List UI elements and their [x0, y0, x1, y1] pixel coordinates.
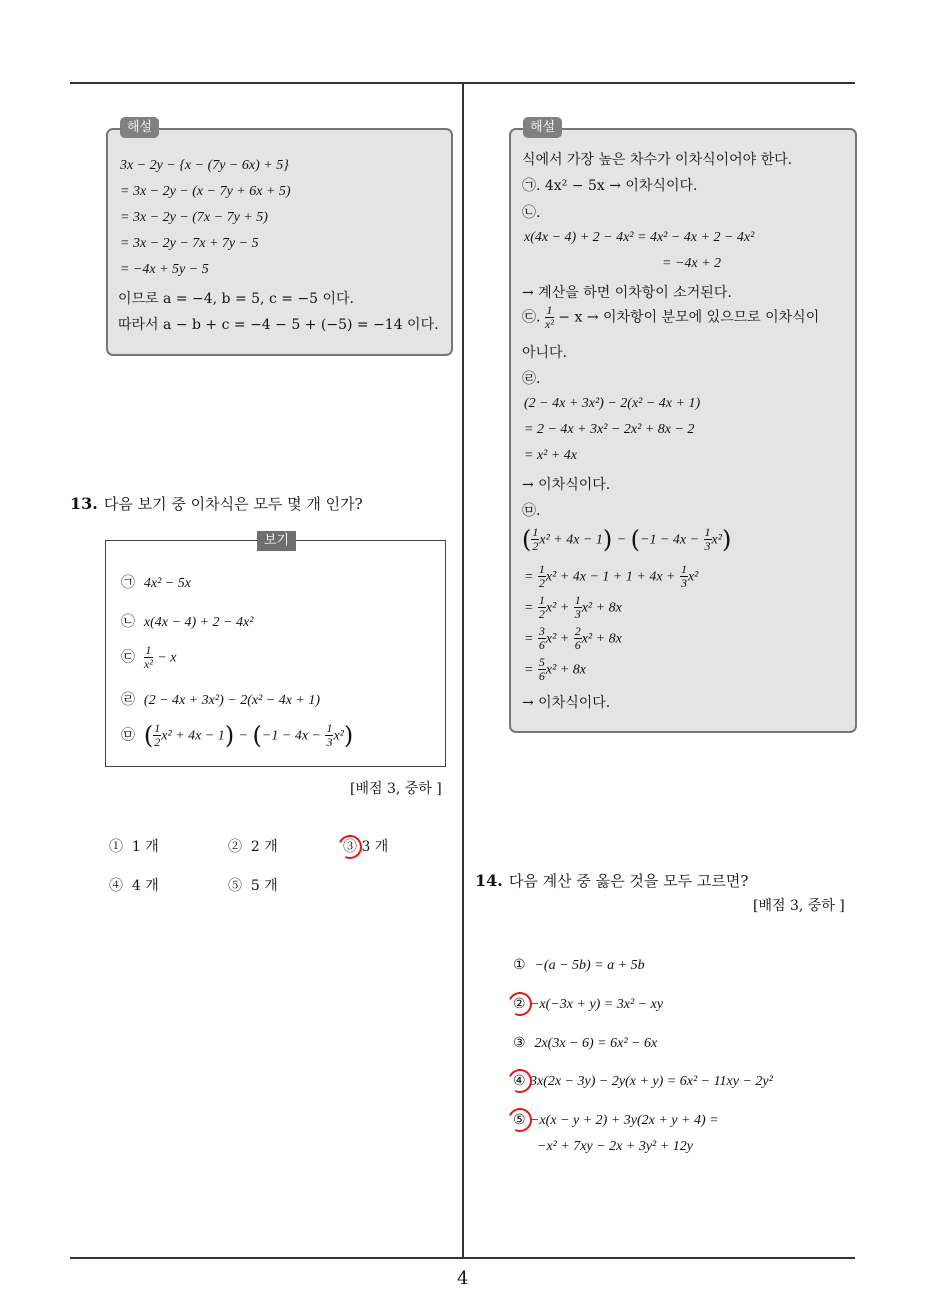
solution-line: 이므로 a = −4, b = 5, c = −5 이다. [118, 291, 354, 307]
solution-line: → 이차식이다. [522, 695, 611, 711]
answer-circle-mark [335, 832, 366, 863]
solution-line: = 3x − 2y − 7x + 7y − 5 [120, 236, 259, 251]
solution-line: = 3x − 2y − (7x − 7y + 5) [120, 210, 268, 225]
bogi-item: ㉢ $\frac{1}{\text{x²}}$ − x [121, 643, 177, 671]
bogi-item: ㉤ ( $\frac{1}{2}$ x² + 4x − 1) − (−1 − 4x − $\frac{1}{3}$ x²) [121, 721, 354, 750]
choice-4[interactable]: ④ 4 개 [109, 878, 159, 894]
bogi-item: ㉡ x(4x − 4) + 2 − 4x² [121, 614, 254, 630]
choice-1[interactable]: ① 1 개 [109, 839, 159, 855]
choice-5-continuation: −x² + 7xy − 2x + 3y² + 12y [537, 1139, 693, 1154]
solution-tag: 해설 [120, 117, 159, 138]
solution-line: ㉡. [522, 205, 541, 221]
choice-4[interactable]: ④ 3x(2x − 3y) − 2y(x + y) = 6x² − 11xy − 2y² [513, 1073, 773, 1089]
bogi-item: ㉣ (2 − 4x + 3x²) − 2(x² − 4x + 1) [121, 692, 321, 708]
solution-line: ㉢. $\frac{1}{\text{x²}}$ − x → 이차항이 분모에 있으므로 이차식이 [522, 303, 820, 331]
question-number: 14. [475, 871, 503, 890]
solution-line: 아니다. [522, 345, 568, 361]
question-text: 다음 계산 중 옳은 것을 모두 고르면? [508, 872, 749, 890]
bogi-item: ㉠ 4x² − 5x [121, 575, 191, 591]
solution-line: 3x − 2y − {x − (7y − 6x) + 5} [120, 158, 289, 173]
choice-3[interactable]: ③ 3 개 [343, 839, 389, 855]
solution-line: 따라서 a − b + c = −4 − 5 + (−5) = −14 이다. [118, 317, 439, 333]
solution-line: ㉠. 4x² − 5x → 이차식이다. [522, 178, 698, 194]
solution-line: = $\frac{1}{2}$ x² + 4x − 1 + 1 + 4x + $\frac{1}{3}$ x² [524, 562, 699, 590]
question-number: 13. [70, 494, 98, 513]
score-label: [배점 3, 중하 ] [753, 898, 845, 914]
solution-line: = 2 − 4x + 3x² − 2x² + 8x − 2 [524, 422, 695, 437]
question-13-title [70, 493, 363, 514]
solution-line: → 이차식이다. [522, 477, 611, 493]
solution-line: ( $\frac{1}{2}$ x² + 4x − 1) − (−1 − 4x − $\frac{1}{3}$ x²) [522, 525, 732, 554]
choice-2[interactable]: ② −x(−3x + y) = 3x² − xy [513, 996, 664, 1012]
solution-line: = −4x + 2 [662, 256, 722, 271]
question-14-title [475, 870, 748, 891]
choice-1[interactable]: ① −(a − 5b) = a + 5b [513, 957, 645, 973]
choice-3[interactable]: ③ 2x(3x − 6) = 6x² − 6x [513, 1035, 658, 1051]
solution-line: = $\frac{1}{2}$ x² + $\frac{1}{3}$ x² + 8x [524, 593, 622, 621]
solution-line: = x² + 4x [524, 448, 578, 463]
page-number: 4 [457, 1268, 469, 1289]
solution-line: = 3x − 2y − (x − 7y + 6x + 5) [120, 184, 291, 199]
solution-line: = $\frac{3}{6}$ x² + $\frac{2}{6}$ x² + 8x [524, 624, 622, 652]
answer-circle-mark [505, 1105, 536, 1136]
answer-circle-mark [505, 1066, 536, 1097]
column-divider [462, 82, 464, 1258]
answer-circle-mark [505, 989, 536, 1020]
solution-line: 식에서 가장 높은 차수가 이차식이어야 한다. [522, 152, 793, 168]
solution-line: ㉣. [522, 371, 541, 387]
solution-line: ㉤. [522, 503, 541, 519]
solution-line: x(4x − 4) + 2 − 4x² = 4x² − 4x + 2 − 4x² [524, 230, 755, 245]
solution-line: = $\frac{5}{6}$ x² + 8x [524, 655, 586, 683]
question-text: 다음 보기 중 이차식은 모두 몇 개 인가? [103, 495, 363, 513]
choice-5[interactable]: ⑤ 5 개 [228, 878, 278, 894]
solution-line: = −4x + 5y − 5 [120, 262, 209, 277]
bogi-tag: 보기 [257, 531, 296, 551]
choice-5[interactable]: ⑤ −x(x − y + 2) + 3y(2x + y + 4) = [513, 1112, 719, 1128]
score-label: [배점 3, 중하 ] [350, 781, 442, 797]
solution-line: → 계산을 하면 이차항이 소거된다. [522, 285, 732, 301]
solution-line: (2 − 4x + 3x²) − 2(x² − 4x + 1) [524, 396, 701, 411]
choice-2[interactable]: ② 2 개 [228, 839, 278, 855]
solution-tag: 해설 [523, 117, 562, 138]
